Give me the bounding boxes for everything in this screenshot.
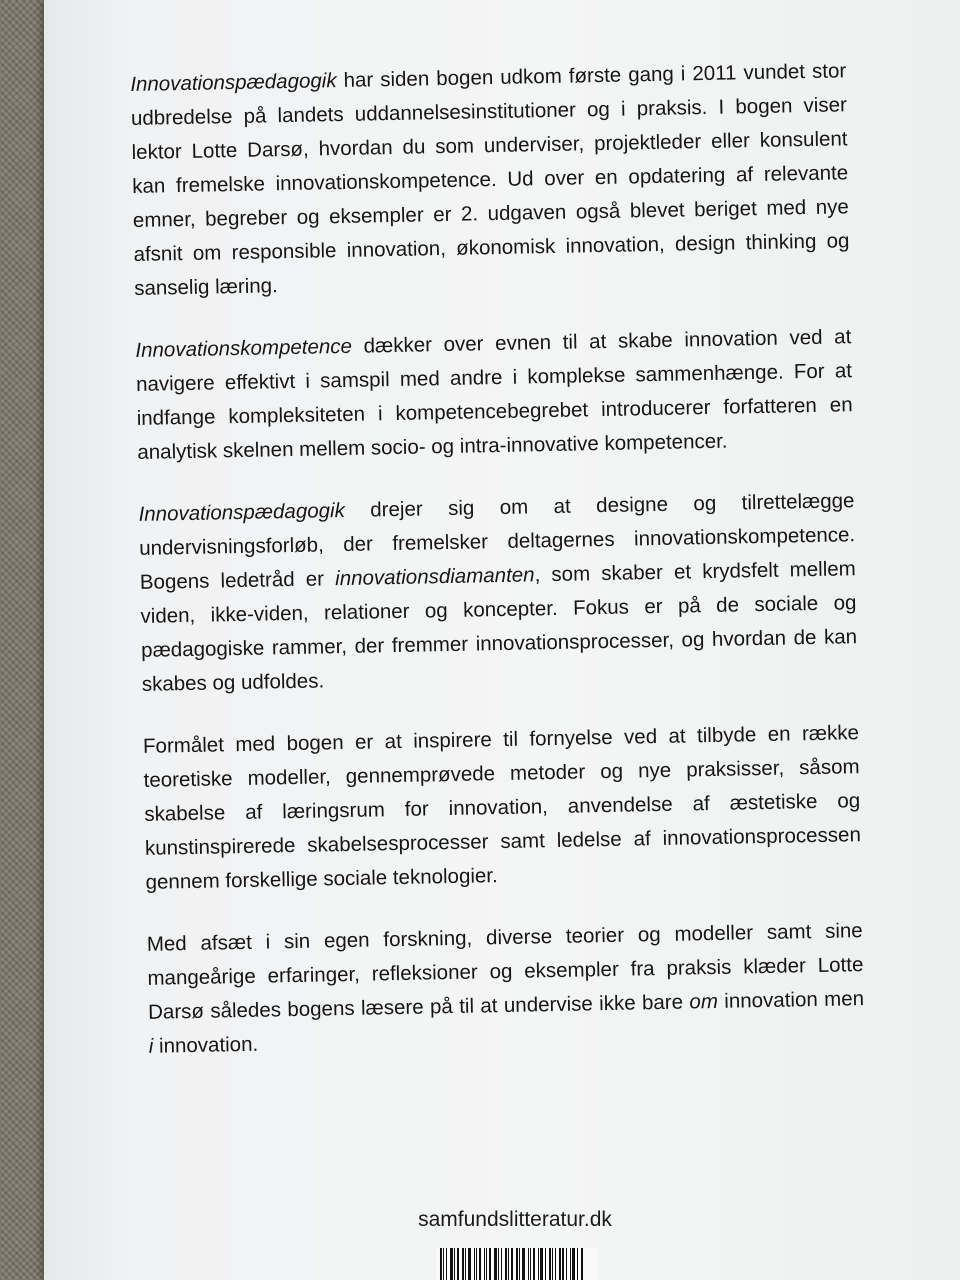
barcode-bar <box>479 1248 481 1280</box>
barcode-bar <box>446 1248 447 1280</box>
paragraph-2 <box>135 320 853 470</box>
paragraph-4 <box>143 716 862 900</box>
barcode-bar <box>577 1248 578 1280</box>
barcode-bar <box>522 1248 525 1280</box>
barcode-bar <box>555 1248 556 1280</box>
barcode-bar <box>508 1248 509 1280</box>
barcode-bar <box>581 1248 583 1280</box>
barcode-bar <box>450 1248 453 1280</box>
barcode <box>436 1248 598 1280</box>
barcode-bar <box>528 1248 529 1280</box>
barcode-bar <box>443 1248 444 1280</box>
italic-term: innovationsdiamanten <box>334 563 535 591</box>
barcode-bar <box>559 1248 561 1280</box>
barcode-bar <box>540 1248 543 1280</box>
barcode-bar <box>505 1248 507 1280</box>
paragraph-text: dækker over evnen til at skabe innovation ved at navigere effektivt i samspil med andre i komplekse sammenhænge. For at indfange kompleksiteten i kompetencebegrebet introducerer forfatteren en analytisk skelnen mellem socio- og intra-innovative kompetencer. <box>135 325 853 464</box>
paragraph-text: innovation men <box>717 987 865 1013</box>
italic-term: Innovationspædagogik <box>130 69 337 96</box>
barcode-bar <box>474 1248 475 1280</box>
barcode-bar <box>566 1248 567 1280</box>
italic-term: i <box>148 1034 154 1058</box>
barcode-bar <box>549 1248 551 1280</box>
barcode-bar <box>494 1248 497 1280</box>
paragraph-text: Formålet med bogen er at inspirere til fornyelse ved at tilbyde en række teoretiske modeller, gennemprøvede metoder og nye praksisser, såsom skabelse af læringsrum for innovation, anvendelse af æstetiske og kunstinspirerede skabelsesprocesser samt ledelse af innovationsprocessen gennem forskellige sociale teknologier. <box>142 721 862 894</box>
barcode-bar <box>562 1248 564 1280</box>
italic-term: om <box>689 989 719 1014</box>
barcode-bar <box>501 1248 502 1280</box>
barcode-bar <box>440 1248 442 1280</box>
barcode-bar <box>457 1248 459 1280</box>
paragraph-3 <box>138 484 858 702</box>
footer <box>0 1208 960 1232</box>
barcode-bar <box>465 1248 466 1280</box>
paragraph-5 <box>147 914 865 1064</box>
barcode-bar <box>545 1248 546 1280</box>
paragraph-text: drejer sig om at designe og tilrettelægge undervisningsforløb, der fremelsker deltagernes innovationskompetence. Bogens ledetråd er <box>139 489 856 594</box>
barcode-bar <box>538 1248 539 1280</box>
barcode-bar <box>486 1248 487 1280</box>
paragraph-text: , som skaber et krydsfelt mellem viden, ikke-viden, relationer og koncepter. Fokus er på de sociale og pædagogiske rammer, der fremmer innovationsprocesser, og hvordan de kan skabes og udfoldes. <box>140 557 858 696</box>
barcode-bar <box>484 1248 485 1280</box>
paragraph-1 <box>130 54 850 306</box>
paragraph-text: Med afsæt i sin egen forskning, diverse teorier og modeller samt sine mangeårige erfaringer, refleksioner og eksempler fra praksis klæder Lotte Darsø således bogens læsere på til at undervise ikke bare <box>146 919 864 1024</box>
barcode-bar <box>570 1248 571 1280</box>
paragraph-text: innovation. <box>153 1032 259 1058</box>
barcode-bar <box>462 1248 464 1280</box>
barcode-bar <box>498 1248 499 1280</box>
paragraph-text: har siden bogen udkom første gang i 2011 vundet stor udbredelse på landets uddannelsesinstitutioner og i praksis. I bogen viser lektor Lotte Darsø, hvordan du som underviser, projektleder eller konsulent kan fremelske innovationskompetence. Ud over en opdatering af relevante emner, begreber og eksempler er 2. udgaven også blevet beriget med nye afsnit om responsible innovation, økonomisk innovation, design thinking og sanselig læring. <box>130 59 850 300</box>
barcode-bar <box>552 1248 553 1280</box>
barcode-bar <box>468 1248 471 1280</box>
barcode-bar <box>533 1248 535 1280</box>
barcode-bar <box>530 1248 531 1280</box>
barcode-bar <box>519 1248 520 1280</box>
italic-term: Innovationskompetence <box>135 334 353 362</box>
publisher-website: samfundslitteratur.dk <box>418 1208 612 1231</box>
barcode-bar <box>454 1248 455 1280</box>
barcode-bar <box>511 1248 513 1280</box>
barcode-bar <box>489 1248 491 1280</box>
barcode-bar <box>572 1248 575 1280</box>
italic-term: Innovationspædagogik <box>138 498 346 526</box>
barcode-bar <box>516 1248 518 1280</box>
barcode-bar <box>476 1248 477 1280</box>
blurb-text <box>130 54 866 1092</box>
